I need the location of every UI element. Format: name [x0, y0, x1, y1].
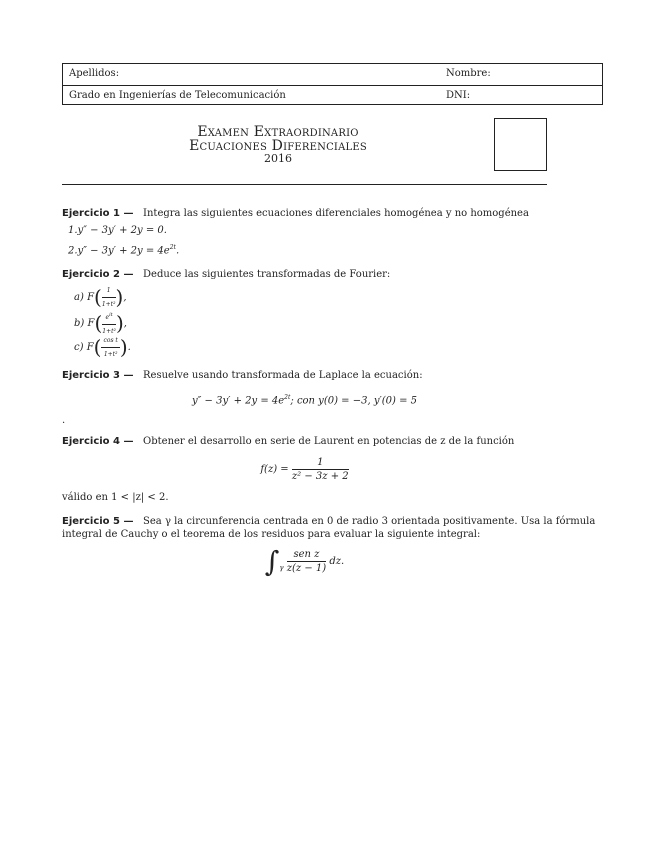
- exam-year: 2016: [264, 152, 292, 165]
- nombre-field[interactable]: Nombre:: [446, 68, 491, 79]
- title-rule: [62, 184, 547, 185]
- header-divider: [63, 85, 602, 86]
- exercise-3-title: Ejercicio 3 —: [62, 370, 134, 381]
- header-box: [62, 63, 603, 105]
- laplace-equation: $y'' - 3y' + 2y = 4e^{2t}$; con y(0) = −3, y′(0) = 5: [191, 394, 418, 407]
- exercise-2: [62, 268, 390, 281]
- course-title: Ecuaciones Diferenciales: [189, 138, 367, 154]
- laurent-function: f(z) = $\frac{1}{\text{z² − 3z + 2}}$: [260, 457, 349, 482]
- exercise-5-text-2: integral de Cauchy o el teorema de los residuos para evaluar la siguiente integral:: [62, 529, 481, 540]
- cauchy-integral: $\int_\gamma$ $\frac{\text{sen z}}{z(z - 1)}$ dz.: [264, 545, 345, 578]
- exercise-3: [62, 369, 423, 382]
- exercise-1-item-2: $2.y'' - 3y' + 2y = 4e^{2t}$.: [68, 244, 180, 257]
- grado-label: Grado en Ingenierías de Telecomunicación: [69, 90, 286, 101]
- exercise-5-text-1: Sea γ la circunferencia centrada en 0 de radio 3 orientada positivamente. Usa la fórmula: [143, 516, 596, 527]
- fourier-item-b: b) F( $\frac{e^{it}}{\text{1+t²}}$ ),: [74, 311, 127, 335]
- exercise-1-text: Integra las siguientes ecuaciones diferenciales homogénea y no homogénea: [143, 208, 529, 219]
- exercise-3-text: Resuelve usando transformada de Laplace la ecuación:: [143, 370, 423, 381]
- exercise-1: [62, 207, 529, 220]
- fourier-item-c: c) F( $\frac{\text{cos t}}{\text{1+t²}}$ ).: [74, 335, 131, 359]
- dni-field[interactable]: DNI:: [446, 90, 471, 101]
- fourier-item-a: a) F( $\frac{1}{\text{1+t²}}$ ),: [74, 285, 127, 309]
- exercise-5: [62, 515, 595, 528]
- exercise-5-title: Ejercicio 5 —: [62, 516, 134, 527]
- exercise-4-text: Obtener el desarrollo en serie de Laurent en potencias de z de la función: [143, 436, 515, 447]
- exercise-1-title: Ejercicio 1 —: [62, 208, 134, 219]
- exercise-1-item-1: 1.y″ − 3y′ + 2y = 0.: [68, 225, 167, 236]
- apellidos-field[interactable]: Apellidos:: [69, 68, 120, 79]
- exercise-2-title: Ejercicio 2 —: [62, 269, 134, 280]
- exercise-4-title: Ejercicio 4 —: [62, 436, 134, 447]
- stray-dot: .: [62, 415, 66, 426]
- laurent-domain: válido en 1 < |z| < 2.: [62, 492, 169, 503]
- exam-title: Examen Extraordinario: [197, 124, 359, 140]
- grade-box[interactable]: [494, 118, 547, 171]
- exercise-4: [62, 435, 514, 448]
- exercise-2-text: Deduce las siguientes transformadas de Fourier:: [143, 269, 391, 280]
